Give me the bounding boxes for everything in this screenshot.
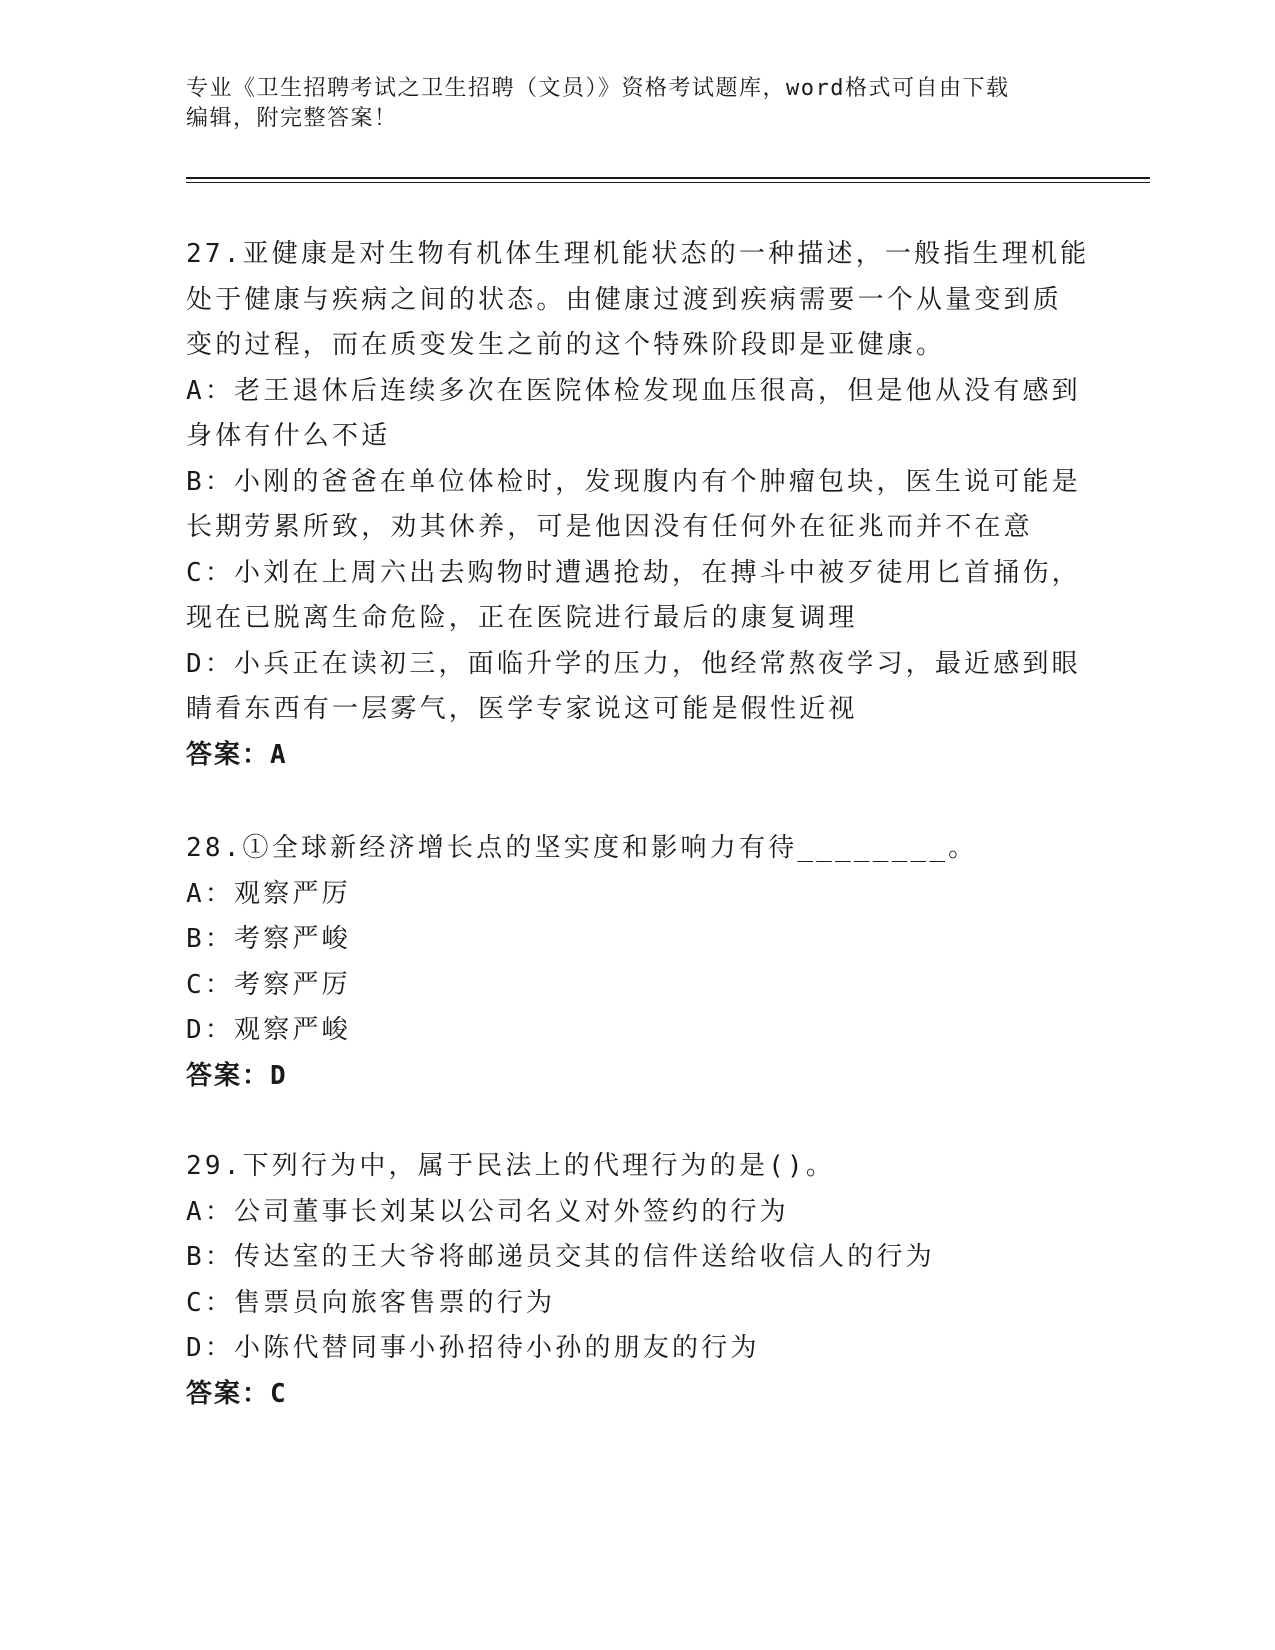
question-stem-line: 27.亚健康是对生物有机体生理机能状态的一种描述，一般指生理机能	[186, 239, 1090, 269]
document-header	[186, 74, 1066, 134]
header-line-1: 专业《卫生招聘考试之卫生招聘（文员）》资格考试题库，word格式可自由下载	[186, 76, 1010, 101]
option-d-line: D：小兵正在读初三，面临升学的压力，他经常熬夜学习，最近感到眼	[186, 648, 1081, 679]
answer-label: 答案：D	[186, 1060, 288, 1091]
answer-label: 答案：A	[186, 739, 288, 770]
option-c-line: C：考察严厉	[186, 969, 351, 1000]
option-c-line: C：小刘在上周六出去购物时遭遇抢劫，在搏斗中被歹徒用匕首捅伤，	[186, 557, 1081, 588]
option-b-line: 长期劳累所致，劝其休养，可是他因没有任何外在征兆而并不在意	[186, 512, 1033, 542]
option-c-line: C：售票员向旅客售票的行为	[186, 1287, 556, 1318]
option-b-line: B：小刚的爸爸在单位体检时，发现腹内有个肿瘤包块，医生说可能是	[186, 466, 1081, 497]
question-stem-line: 29.下列行为中，属于民法上的代理行为的是()。	[186, 1151, 836, 1181]
question-27	[186, 232, 1090, 778]
option-b-line: B：考察严峻	[186, 924, 351, 954]
option-a-line: A：老王退休后连续多次在医院体检发现血压很高，但是他从没有感到	[186, 375, 1081, 406]
option-c-line: 现在已脱离生命危险，正在医院进行最后的康复调理	[186, 603, 858, 633]
option-a-line: 身体有什么不适	[186, 421, 391, 451]
answer-label: 答案：C	[186, 1378, 288, 1409]
header-divider-top	[186, 177, 1150, 179]
question-28	[186, 826, 1086, 1099]
option-d-line: 睛看东西有一层雾气，医学专家说这可能是假性近视	[186, 694, 858, 724]
option-b-line: B：传达室的王大爷将邮递员交其的信件送给收信人的行为	[186, 1242, 935, 1272]
header-divider-bottom	[186, 182, 1150, 183]
question-stem-line: 28.①全球新经济增长点的坚实度和影响力有待________。	[186, 833, 978, 863]
option-a-line: A：观察严厉	[186, 878, 351, 909]
question-29	[186, 1144, 1086, 1417]
question-stem-line: 变的过程，而在质变发生之前的这个特殊阶段即是亚健康。	[186, 330, 946, 360]
question-stem-line: 处于健康与疾病之间的状态。由健康过渡到疾病需要一个从量变到质	[186, 284, 1063, 315]
option-d-line: D：观察严峻	[186, 1015, 351, 1045]
option-a-line: A：公司董事长刘某以公司名义对外签约的行为	[186, 1196, 789, 1227]
option-d-line: D：小陈代替同事小孙招待小孙的朋友的行为	[186, 1333, 760, 1363]
header-line-2: 编辑，附完整答案！	[186, 106, 398, 131]
